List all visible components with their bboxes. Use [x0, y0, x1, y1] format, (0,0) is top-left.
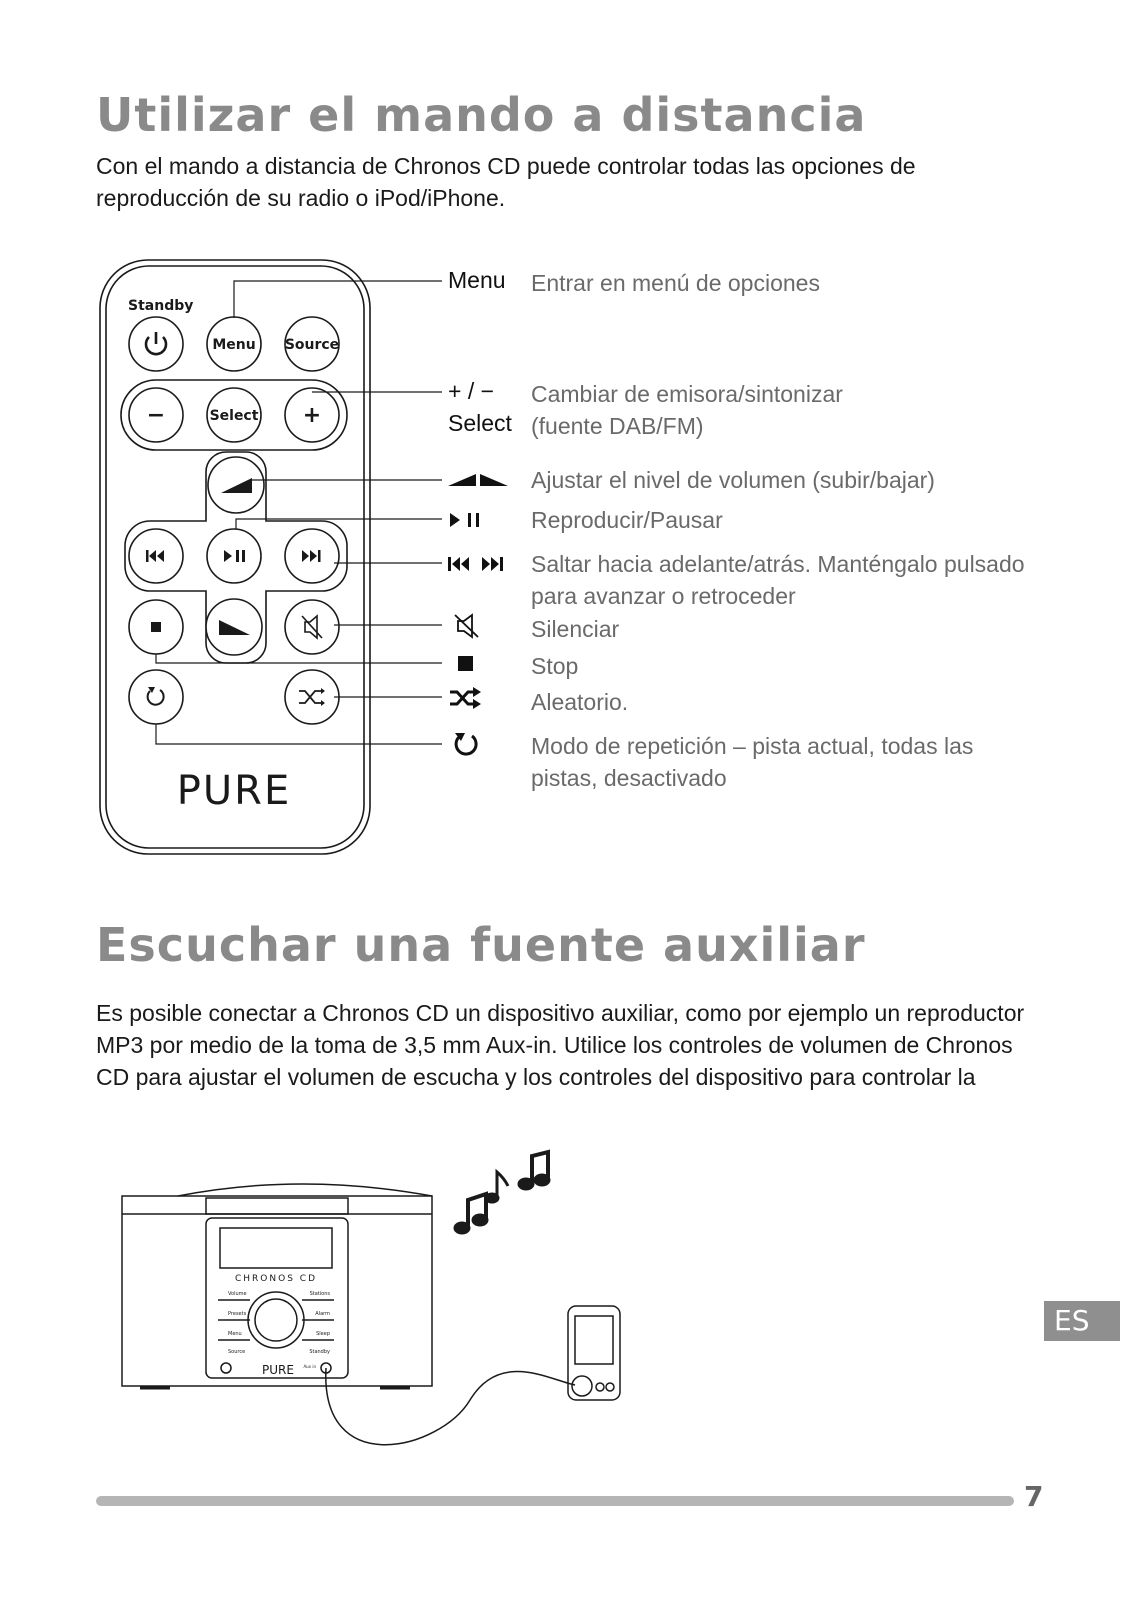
- source-button[interactable]: [285, 317, 339, 371]
- legend-menu-desc: [531, 267, 820, 299]
- legend-tune-desc: [531, 378, 843, 442]
- music-notes-icon: [454, 1152, 550, 1234]
- legend-plus-minus-label: + / −: [448, 378, 495, 404]
- standby-button[interactable]: [129, 317, 183, 371]
- plus-button[interactable]: [285, 388, 339, 442]
- device-btn-label: Menu: [228, 1331, 242, 1337]
- device-btn-label: Standby: [309, 1349, 330, 1355]
- legend-volume-desc: [531, 464, 935, 496]
- mute-icon: [452, 612, 482, 640]
- legend-shuffle-desc: [531, 686, 628, 718]
- repeat-icon: [452, 730, 480, 758]
- device-brand: PURE: [262, 1363, 294, 1377]
- desc-line: (fuente DAB/FM): [531, 413, 704, 439]
- legend-menu-label: Menu: [448, 267, 506, 293]
- desc-line: Entrar en menú de opciones: [531, 270, 820, 296]
- page-number: 7: [1024, 1480, 1044, 1513]
- skip-back-forward-icon: [446, 555, 508, 573]
- desc-line: Ajustar el nivel de volumen (subir/bajar): [531, 467, 935, 493]
- remote-brand: PURE: [176, 768, 292, 814]
- footer-bar: [96, 1496, 1014, 1506]
- device-btn-label: Source: [228, 1349, 246, 1355]
- select-button[interactable]: [207, 388, 261, 442]
- desc-line: Reproducir/Pausar: [531, 507, 723, 533]
- shuffle-button[interactable]: [285, 670, 339, 724]
- repeat-button[interactable]: [129, 670, 183, 724]
- desc-line: pistas, desactivado: [531, 765, 727, 791]
- desc-line: Silenciar: [531, 616, 620, 642]
- mute-button[interactable]: [285, 600, 339, 654]
- legend-select-label: Select: [448, 410, 512, 436]
- stop-icon: [456, 654, 476, 674]
- minus-label: −: [146, 403, 166, 428]
- remote-intro: [96, 150, 916, 214]
- skip-forward-button[interactable]: [285, 529, 339, 583]
- device-btn-label: Presets: [228, 1311, 247, 1317]
- device-btn-label: Volume: [228, 1291, 247, 1297]
- volume-up-button[interactable]: [208, 457, 264, 513]
- legend-mute-desc: [531, 613, 619, 645]
- play-pause-button[interactable]: [207, 529, 261, 583]
- legend-skip-desc: [531, 548, 1025, 612]
- menu-button[interactable]: [207, 317, 261, 371]
- standby-label: Standby: [128, 298, 194, 314]
- device-aux-label: Aux in: [303, 1364, 316, 1369]
- skip-back-button[interactable]: [129, 529, 183, 583]
- section-title-remote: Utilizar el mando a distancia: [96, 88, 867, 142]
- aux-connection-diagram: [100, 1140, 740, 1470]
- desc-line: Stop: [531, 653, 579, 679]
- shuffle-icon: [448, 687, 482, 709]
- menu-button-label: Menu: [212, 337, 256, 353]
- desc-line: Cambiar de emisora/sintonizar: [531, 381, 843, 407]
- legend-repeat-desc: [531, 730, 973, 794]
- device-model: CHRONOS CD: [235, 1274, 317, 1284]
- volume-down-button[interactable]: [206, 599, 262, 655]
- section-title-aux: Escuchar una fuente auxiliar: [96, 918, 866, 972]
- desc-line: Aleatorio.: [531, 689, 629, 715]
- select-button-label: Select: [209, 408, 259, 424]
- desc-line: Saltar hacia adelante/atrás. Manténgalo pulsado: [531, 551, 1025, 577]
- device-btn-label: Sleep: [316, 1331, 330, 1337]
- device-btn-label: Stations: [309, 1291, 330, 1297]
- desc-line: Modo de repetición – pista actual, todas las: [531, 733, 974, 759]
- remote-diagram: [0, 250, 520, 860]
- stop-button[interactable]: [129, 600, 183, 654]
- body-line: MP3 por medio de la toma de 3,5 mm Aux-in. Utilice los controles de volumen de Chronos: [96, 1032, 1013, 1058]
- legend-stop-desc: [531, 650, 578, 682]
- source-button-label: Source: [284, 337, 340, 353]
- intro-line: Con el mando a distancia de Chronos CD puede controlar todas las opciones de: [96, 153, 916, 179]
- plus-label: +: [302, 403, 322, 428]
- minus-button[interactable]: [129, 388, 183, 442]
- legend-play-desc: [531, 504, 723, 536]
- language-tab: ES: [1044, 1301, 1120, 1341]
- body-line: CD para ajustar el volumen de escucha y los controles del dispositivo para controlar la: [96, 1064, 976, 1090]
- body-line: Es posible conectar a Chronos CD un dispositivo auxiliar, como por ejemplo un reproductor: [96, 1000, 1025, 1026]
- volume-up-down-icon: [446, 470, 510, 490]
- device-btn-label: Alarm: [315, 1311, 330, 1317]
- intro-line: reproducción de su radio o iPod/iPhone.: [96, 185, 506, 211]
- desc-line: para avanzar o retroceder: [531, 583, 796, 609]
- aux-body: [96, 997, 1024, 1093]
- play-pause-icon: [448, 511, 488, 529]
